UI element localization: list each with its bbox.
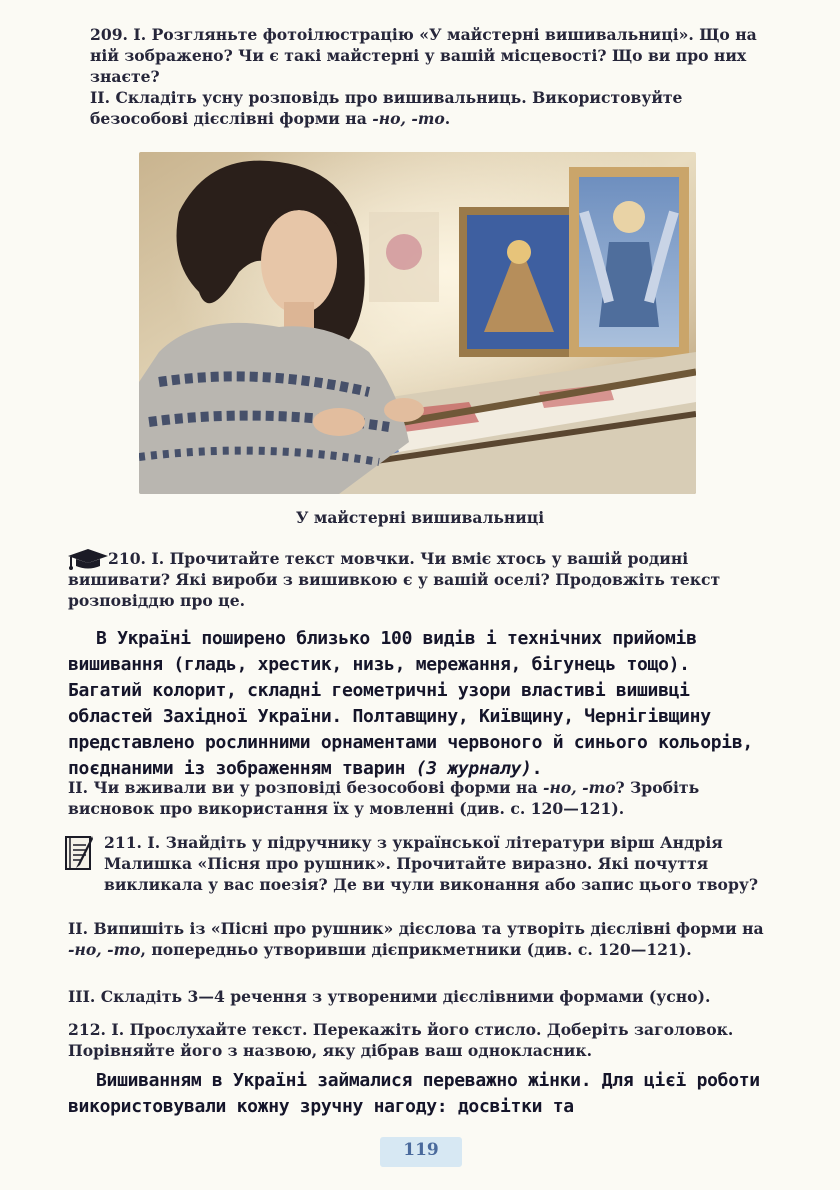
exercise-211-task-3: [68, 986, 770, 1007]
exercise-211-task-1: [104, 832, 770, 895]
task-text: II. Чи вживали ви у розповіді безособові форми на: [68, 778, 543, 797]
punctuation: .: [444, 109, 451, 128]
task-text: I. Знайдіть у підручнику з української літератури вірш Андрія Малишка «Пісня про рушник». Прочитайте виразно. Які почуття викликала у вас поезія? Де ви чули виконання або запис цього твору?: [104, 833, 758, 894]
exercise-212-task-1: [68, 1019, 770, 1061]
reading-text: В Україні поширено близько 100 видів і технічних прийомів вишивання (гладь, хрестик, низь, мережання, бігунець тощо). Багатий колорит, складні геометричні узори властиві вишивці областей Західної України. Полтавщину, Київщину, Чернігівщину представлено рослинними орнаментами червоного й синього кольорів, поєднаними із зображенням тварин: [68, 628, 753, 779]
exercise-209-task-2: [90, 87, 766, 129]
task-text: II. Випишіть із «Пісні про рушник» дієслова та утворіть дієслівні форми на: [68, 919, 764, 938]
exercise-209-task-1: [90, 24, 766, 87]
task-text: ? Зробіть висновок про використання їх у мовленні (див. с. 120—121).: [68, 778, 700, 818]
exercise-211-task-2: [68, 918, 770, 960]
page-number: 119: [403, 1140, 439, 1160]
photo-caption: У майстерні вишивальниці: [295, 508, 545, 527]
source-note: (З журналу): [415, 758, 532, 779]
task-text: II. Складіть усну розповідь про вишивальниць. Використовуйте безособові дієслівні форми на: [90, 88, 683, 128]
exercise-209: [90, 24, 766, 129]
verb-forms: -но, -то: [68, 940, 141, 959]
exercise-number: 211.: [104, 833, 142, 852]
task-text: I. Розгляньте фотоілюстрацію «У майстерні вишивальниці». Що на ній зображено? Чи є такі майстерні у вашій місцевості? Що ви про них знаєте?: [90, 25, 757, 86]
punctuation: .: [531, 758, 543, 779]
exercise-210-task-1: [68, 548, 768, 611]
verb-forms: -но, -то: [372, 109, 445, 128]
exercise-number: 212.: [68, 1020, 106, 1039]
verb-forms: -но, -то: [543, 778, 616, 797]
exercise-number: 210.: [108, 549, 146, 568]
embroiderer-photo: [139, 152, 696, 494]
task-text: I. Прослухайте текст. Перекажіть його стисло. Доберіть заголовок. Порівняйте його з назвою, яку дібрав ваш однокласник.: [68, 1020, 734, 1060]
task-text: I. Прочитайте текст мовчки. Чи вміє хтось у вашій родині вишивати? Які вироби з вишивкою є у вашій оселі? Продовжіть текст розповіддю про це.: [68, 549, 721, 610]
exercise-210-text: [68, 626, 770, 782]
exercise-210-task-2: [68, 777, 768, 819]
task-text: III. Складіть 3—4 речення з утвореними дієслівними формами (усно).: [68, 987, 711, 1006]
exercise-number: 209.: [90, 25, 128, 44]
reading-text: Вишиванням в Україні займалися переважно жінки. Для цієї роботи використовували кожну зручну нагоду: досвітки та: [68, 1070, 760, 1117]
task-text: , попередньо утворивши дієприкметники (див. с. 120—121).: [140, 940, 692, 959]
notebook-pen-icon: [64, 834, 94, 876]
exercise-212-text: [68, 1068, 770, 1120]
